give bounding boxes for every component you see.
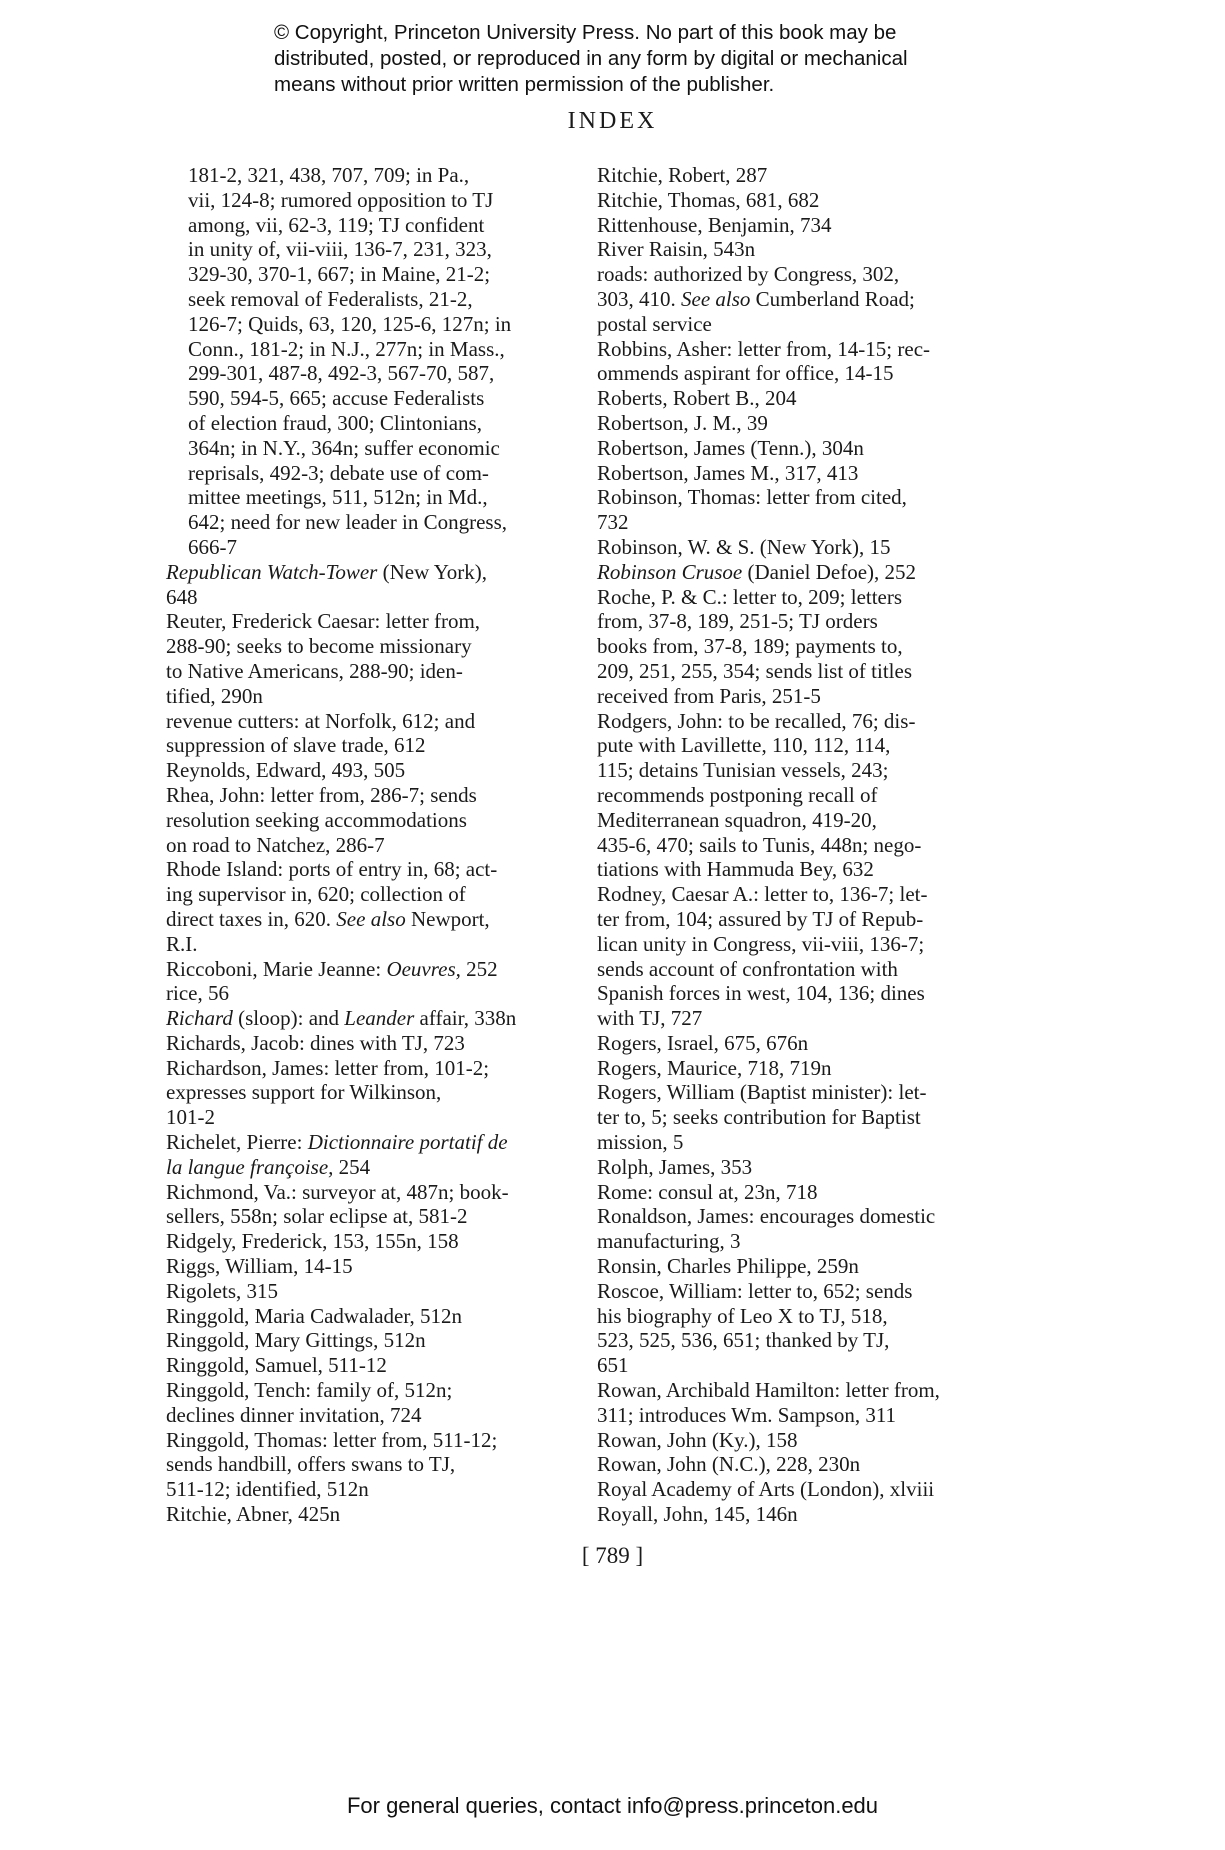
index-entry-line: Rhode Island: ports of entry in, 68; act- bbox=[166, 857, 498, 882]
index-entry-line: Ringgold, Samuel, 511-12 bbox=[166, 1353, 387, 1378]
index-entry bbox=[166, 560, 566, 610]
index-entry bbox=[597, 1502, 1037, 1527]
index-entry bbox=[166, 1328, 566, 1353]
index-entry bbox=[166, 758, 566, 783]
index-entry-line: 523, 525, 536, 651; thanked by TJ, bbox=[597, 1328, 890, 1353]
index-entry bbox=[597, 709, 1037, 883]
index-entry-line: la langue françoise, 254 bbox=[166, 1154, 371, 1179]
index-entry-line: ter to, 5; seeks contribution for Baptist bbox=[597, 1105, 921, 1130]
index-entry bbox=[597, 411, 1037, 436]
index-entry-line: Rowan, John (Ky.), 158 bbox=[597, 1427, 798, 1452]
index-entry-line: Rowan, Archibald Hamilton: letter from, bbox=[597, 1378, 940, 1403]
index-entry bbox=[166, 1254, 566, 1279]
index-entry-line: Reynolds, Edward, 493, 505 bbox=[166, 758, 406, 783]
index-entry bbox=[597, 237, 1037, 262]
index-entry-line: expresses support for Wilkinson, bbox=[166, 1080, 442, 1105]
index-entry-line: ommends aspirant for office, 14-15 bbox=[597, 361, 894, 386]
index-entry-line: Rome: consul at, 23n, 718 bbox=[597, 1179, 818, 1204]
index-entry-line: pute with Lavillette, 110, 112, 114, bbox=[597, 733, 891, 758]
index-entry-line: with TJ, 727 bbox=[597, 1006, 703, 1031]
index-entry-line: 299-301, 487-8, 492-3, 567-70, 587, bbox=[188, 361, 495, 386]
index-entry-line: direct taxes in, 620. See also Newport, bbox=[166, 906, 490, 931]
index-entry-line: R.I. bbox=[166, 931, 198, 956]
index-entry-line: Mediterranean squadron, 419-20, bbox=[597, 807, 877, 832]
index-entry-line: Ritchie, Thomas, 681, 682 bbox=[597, 187, 820, 212]
index-entry-line: sellers, 558n; solar eclipse at, 581-2 bbox=[166, 1204, 468, 1229]
index-entry-line: from, 37-8, 189, 251-5; TJ orders bbox=[597, 609, 878, 634]
index-entry-line: 101-2 bbox=[166, 1105, 215, 1130]
index-entry-line: Rolph, James, 353 bbox=[597, 1154, 753, 1179]
index-entry bbox=[166, 1229, 566, 1254]
index-entry-line: Robbins, Asher: letter from, 14-15; rec- bbox=[597, 336, 931, 361]
index-entry bbox=[597, 1080, 1037, 1154]
index-entry bbox=[597, 262, 1037, 336]
index-entry bbox=[597, 882, 1037, 1031]
index-entry bbox=[597, 163, 1037, 188]
index-entry bbox=[166, 1130, 566, 1180]
page-number: [ 789 ] bbox=[581, 1543, 644, 1568]
index-entry-line: resolution seeking accommodations bbox=[166, 807, 467, 832]
index-entry bbox=[166, 1180, 566, 1230]
index-entry-line: 329-30, 370-1, 667; in Maine, 21-2; bbox=[188, 262, 491, 287]
index-entry-line: Roche, P. & C.: letter to, 209; letters bbox=[597, 584, 903, 609]
index-entry bbox=[166, 1428, 566, 1502]
index-entry bbox=[597, 1254, 1037, 1279]
index-entry-line: Robertson, J. M., 39 bbox=[597, 410, 768, 435]
index-entry-line: mittee meetings, 511, 512n; in Md., bbox=[188, 485, 488, 510]
index-entry bbox=[166, 1031, 566, 1056]
index-entry-line: sends account of confrontation with bbox=[597, 956, 898, 981]
index-entry-line: Spanish forces in west, 104, 136; dines bbox=[597, 981, 925, 1006]
index-entry-line: tified, 290n bbox=[166, 683, 263, 708]
index-entry-line: Ridgely, Frederick, 153, 155n, 158 bbox=[166, 1229, 459, 1254]
index-entry-line: Ringgold, Thomas: letter from, 511-12; bbox=[166, 1427, 498, 1452]
index-entry-line: Riccoboni, Marie Jeanne: Oeuvres, 252 bbox=[166, 956, 498, 981]
index-entry bbox=[597, 436, 1037, 461]
index-entry bbox=[597, 1056, 1037, 1081]
index-entry bbox=[166, 709, 566, 759]
index-entry-line: lican unity in Congress, vii-viii, 136-7; bbox=[597, 931, 925, 956]
index-entry bbox=[166, 1304, 566, 1329]
index-entry-line: River Raisin, 543n bbox=[597, 237, 756, 262]
index-entry-line: tiations with Hammuda Bey, 632 bbox=[597, 857, 874, 882]
index-entry-line: 642; need for new leader in Congress, bbox=[188, 510, 507, 535]
index-entry-line: Rittenhouse, Benjamin, 734 bbox=[597, 212, 832, 237]
index-entry bbox=[597, 461, 1037, 486]
index-entry-line: Richmond, Va.: surveyor at, 487n; book- bbox=[166, 1179, 509, 1204]
index-entry-line: Robinson Crusoe (Daniel Defoe), 252 bbox=[597, 559, 917, 584]
index-entry-line: Republican Watch-Tower (New York), bbox=[166, 559, 488, 584]
index-entry-line: declines dinner invitation, 724 bbox=[166, 1402, 422, 1427]
index-entry-line: Royall, John, 145, 146n bbox=[597, 1502, 798, 1527]
index-entry-line: his biography of Leo X to TJ, 518, bbox=[597, 1303, 888, 1328]
index-entry-line: to Native Americans, 288-90; iden- bbox=[166, 658, 463, 683]
index-entry bbox=[597, 1031, 1037, 1056]
index-entry-line: 651 bbox=[597, 1353, 629, 1378]
copyright-line: © Copyright, Princeton University Press. No part of this book may be bbox=[274, 21, 897, 44]
index-column-left bbox=[166, 163, 566, 1527]
index-entry-line: Royal Academy of Arts (London), xlviii bbox=[597, 1477, 935, 1502]
index-entry-line: among, vii, 62-3, 119; TJ confident bbox=[188, 212, 485, 237]
index-entry-line: 209, 251, 255, 354; sends list of titles bbox=[597, 658, 912, 683]
index-entry bbox=[597, 1155, 1037, 1180]
index-entry bbox=[597, 213, 1037, 238]
index-entry-line: in unity of, vii-viii, 136-7, 231, 323, bbox=[188, 237, 492, 262]
index-entry bbox=[166, 957, 566, 982]
index-entry bbox=[597, 1204, 1037, 1254]
index-entry bbox=[597, 1477, 1037, 1502]
index-entry-line: Conn., 181-2; in N.J., 277n; in Mass., bbox=[188, 336, 505, 361]
index-entry-line: sends handbill, offers swans to TJ, bbox=[166, 1452, 456, 1477]
index-entry bbox=[166, 1353, 566, 1378]
index-entry-line: 303, 410. See also Cumberland Road; bbox=[597, 286, 915, 311]
index-entry-line: Reuter, Frederick Caesar: letter from, bbox=[166, 609, 481, 634]
index-entry-line: 115; detains Tunisian vessels, 243; bbox=[597, 758, 889, 783]
index-entry-line: 732 bbox=[597, 510, 629, 535]
index-entry bbox=[597, 386, 1037, 411]
index-entry-line: suppression of slave trade, 612 bbox=[166, 733, 426, 758]
index-entry-line: 511-12; identified, 512n bbox=[166, 1477, 369, 1502]
index-entry bbox=[597, 1452, 1037, 1477]
index-column-right bbox=[597, 163, 1037, 1527]
index-entry bbox=[166, 783, 566, 857]
index-entry bbox=[166, 981, 566, 1006]
index-entry bbox=[597, 535, 1037, 560]
index-entry bbox=[166, 1378, 566, 1428]
index-entry-line: books from, 37-8, 189; payments to, bbox=[597, 634, 903, 659]
page-heading: INDEX bbox=[567, 108, 658, 134]
index-entry-line: Ringgold, Maria Cadwalader, 512n bbox=[166, 1303, 463, 1328]
index-entry-line: manufacturing, 3 bbox=[597, 1229, 741, 1254]
index-entry-line: 590, 594-5, 665; accuse Federalists bbox=[188, 386, 485, 411]
index-entry-line: Roscoe, William: letter to, 652; sends bbox=[597, 1278, 913, 1303]
index-entry bbox=[597, 1428, 1037, 1453]
index-entry-line: Ringgold, Mary Gittings, 512n bbox=[166, 1328, 426, 1353]
index-entry-line: ing supervisor in, 620; collection of bbox=[166, 882, 466, 907]
index-entry-line: Rowan, John (N.C.), 228, 230n bbox=[597, 1452, 861, 1477]
index-entry-line: mission, 5 bbox=[597, 1130, 684, 1155]
index-entry-line: Riggs, William, 14-15 bbox=[166, 1254, 353, 1279]
index-entry-line: 126-7; Quids, 63, 120, 125-6, 127n; in bbox=[188, 311, 512, 336]
index-entry bbox=[597, 585, 1037, 709]
index-entry bbox=[597, 1279, 1037, 1378]
copyright-line: means without prior written permission of the publisher. bbox=[274, 73, 775, 96]
index-entry-line: of election fraud, 300; Clintonians, bbox=[188, 410, 482, 435]
index-entry-line: 181-2, 321, 438, 707, 709; in Pa., bbox=[188, 163, 470, 187]
index-entry-line: on road to Natchez, 286-7 bbox=[166, 832, 385, 857]
index-entry-line: postal service bbox=[597, 311, 712, 336]
index-entry-line: 666-7 bbox=[188, 534, 237, 559]
contact-footer: For general queries, contact info@press.princeton.edu bbox=[346, 1793, 879, 1818]
index-entry-line: recommends postponing recall of bbox=[597, 782, 878, 807]
index-entry-line: Richelet, Pierre: Dictionnaire portatif de bbox=[166, 1130, 508, 1155]
index-entry bbox=[166, 1006, 566, 1031]
index-entry-line: Robertson, James M., 317, 413 bbox=[597, 460, 859, 485]
index-entry-line: revenue cutters: at Norfolk, 612; and bbox=[166, 708, 476, 733]
index-entry-line: received from Paris, 251-5 bbox=[597, 683, 821, 708]
index-entry-line: Roberts, Robert B., 204 bbox=[597, 386, 797, 411]
index-entry-line: vii, 124-8; rumored opposition to TJ bbox=[188, 187, 494, 212]
index-entry-line: Rigolets, 315 bbox=[166, 1278, 279, 1303]
copyright-line: distributed, posted, or reproduced in any form by digital or mechanical bbox=[274, 47, 908, 70]
index-entry-line: Robinson, W. & S. (New York), 15 bbox=[597, 534, 891, 559]
index-entry-line: 648 bbox=[166, 584, 198, 609]
index-entry bbox=[166, 163, 566, 560]
index-entry bbox=[597, 337, 1037, 387]
index-entry bbox=[166, 1502, 566, 1527]
index-entry bbox=[597, 1378, 1037, 1428]
index-entry bbox=[597, 560, 1037, 585]
index-entry-line: roads: authorized by Congress, 302, bbox=[597, 262, 900, 287]
index-entry-line: 311; introduces Wm. Sampson, 311 bbox=[597, 1402, 897, 1427]
index-entry-line: Rodgers, John: to be recalled, 76; dis- bbox=[597, 708, 916, 733]
index-entry-line: Rogers, William (Baptist minister): let- bbox=[597, 1080, 927, 1105]
index-entry-line: Richardson, James: letter from, 101-2; bbox=[166, 1055, 490, 1080]
index-entry bbox=[166, 1056, 566, 1130]
index-entry bbox=[166, 1279, 566, 1304]
index-entry-line: Richard (sloop): and Leander affair, 338n bbox=[166, 1006, 517, 1031]
index-entry-line: 435-6, 470; sails to Tunis, 448n; nego- bbox=[597, 832, 922, 857]
index-entry bbox=[597, 485, 1037, 535]
copyright-notice bbox=[274, 20, 1074, 98]
index-entry-line: Ritchie, Abner, 425n bbox=[166, 1502, 341, 1527]
index-entry-line: Rodney, Caesar A.: letter to, 136-7; let- bbox=[597, 882, 928, 907]
index-entry-line: rice, 56 bbox=[166, 981, 229, 1006]
index-entry-line: Richards, Jacob: dines with TJ, 723 bbox=[166, 1030, 465, 1055]
index-entry bbox=[597, 1180, 1037, 1205]
index-entry bbox=[166, 857, 566, 956]
index-entry-line: Ritchie, Robert, 287 bbox=[597, 163, 768, 187]
index-entry-line: reprisals, 492-3; debate use of com- bbox=[188, 460, 489, 485]
index-entry-line: Ronsin, Charles Philippe, 259n bbox=[597, 1254, 859, 1279]
index-entry-line: Robinson, Thomas: letter from cited, bbox=[597, 485, 907, 510]
index-entry-line: Rogers, Israel, 675, 676n bbox=[597, 1030, 809, 1055]
index-entry-line: Ronaldson, James: encourages domestic bbox=[597, 1204, 936, 1229]
index-entry-line: seek removal of Federalists, 21-2, bbox=[188, 286, 473, 311]
index-entry-line: 288-90; seeks to become missionary bbox=[166, 634, 472, 659]
index-entry-line: ter from, 104; assured by TJ of Repub- bbox=[597, 906, 924, 931]
index-entry bbox=[166, 609, 566, 708]
index-entry-line: Robertson, James (Tenn.), 304n bbox=[597, 435, 864, 460]
index-entry-line: Rogers, Maurice, 718, 719n bbox=[597, 1055, 832, 1080]
index-entry bbox=[597, 188, 1037, 213]
index-entry-line: Rhea, John: letter from, 286-7; sends bbox=[166, 782, 477, 807]
index-entry-line: 364n; in N.Y., 364n; suffer economic bbox=[188, 435, 500, 460]
index-entry-line: Ringgold, Tench: family of, 512n; bbox=[166, 1378, 453, 1403]
